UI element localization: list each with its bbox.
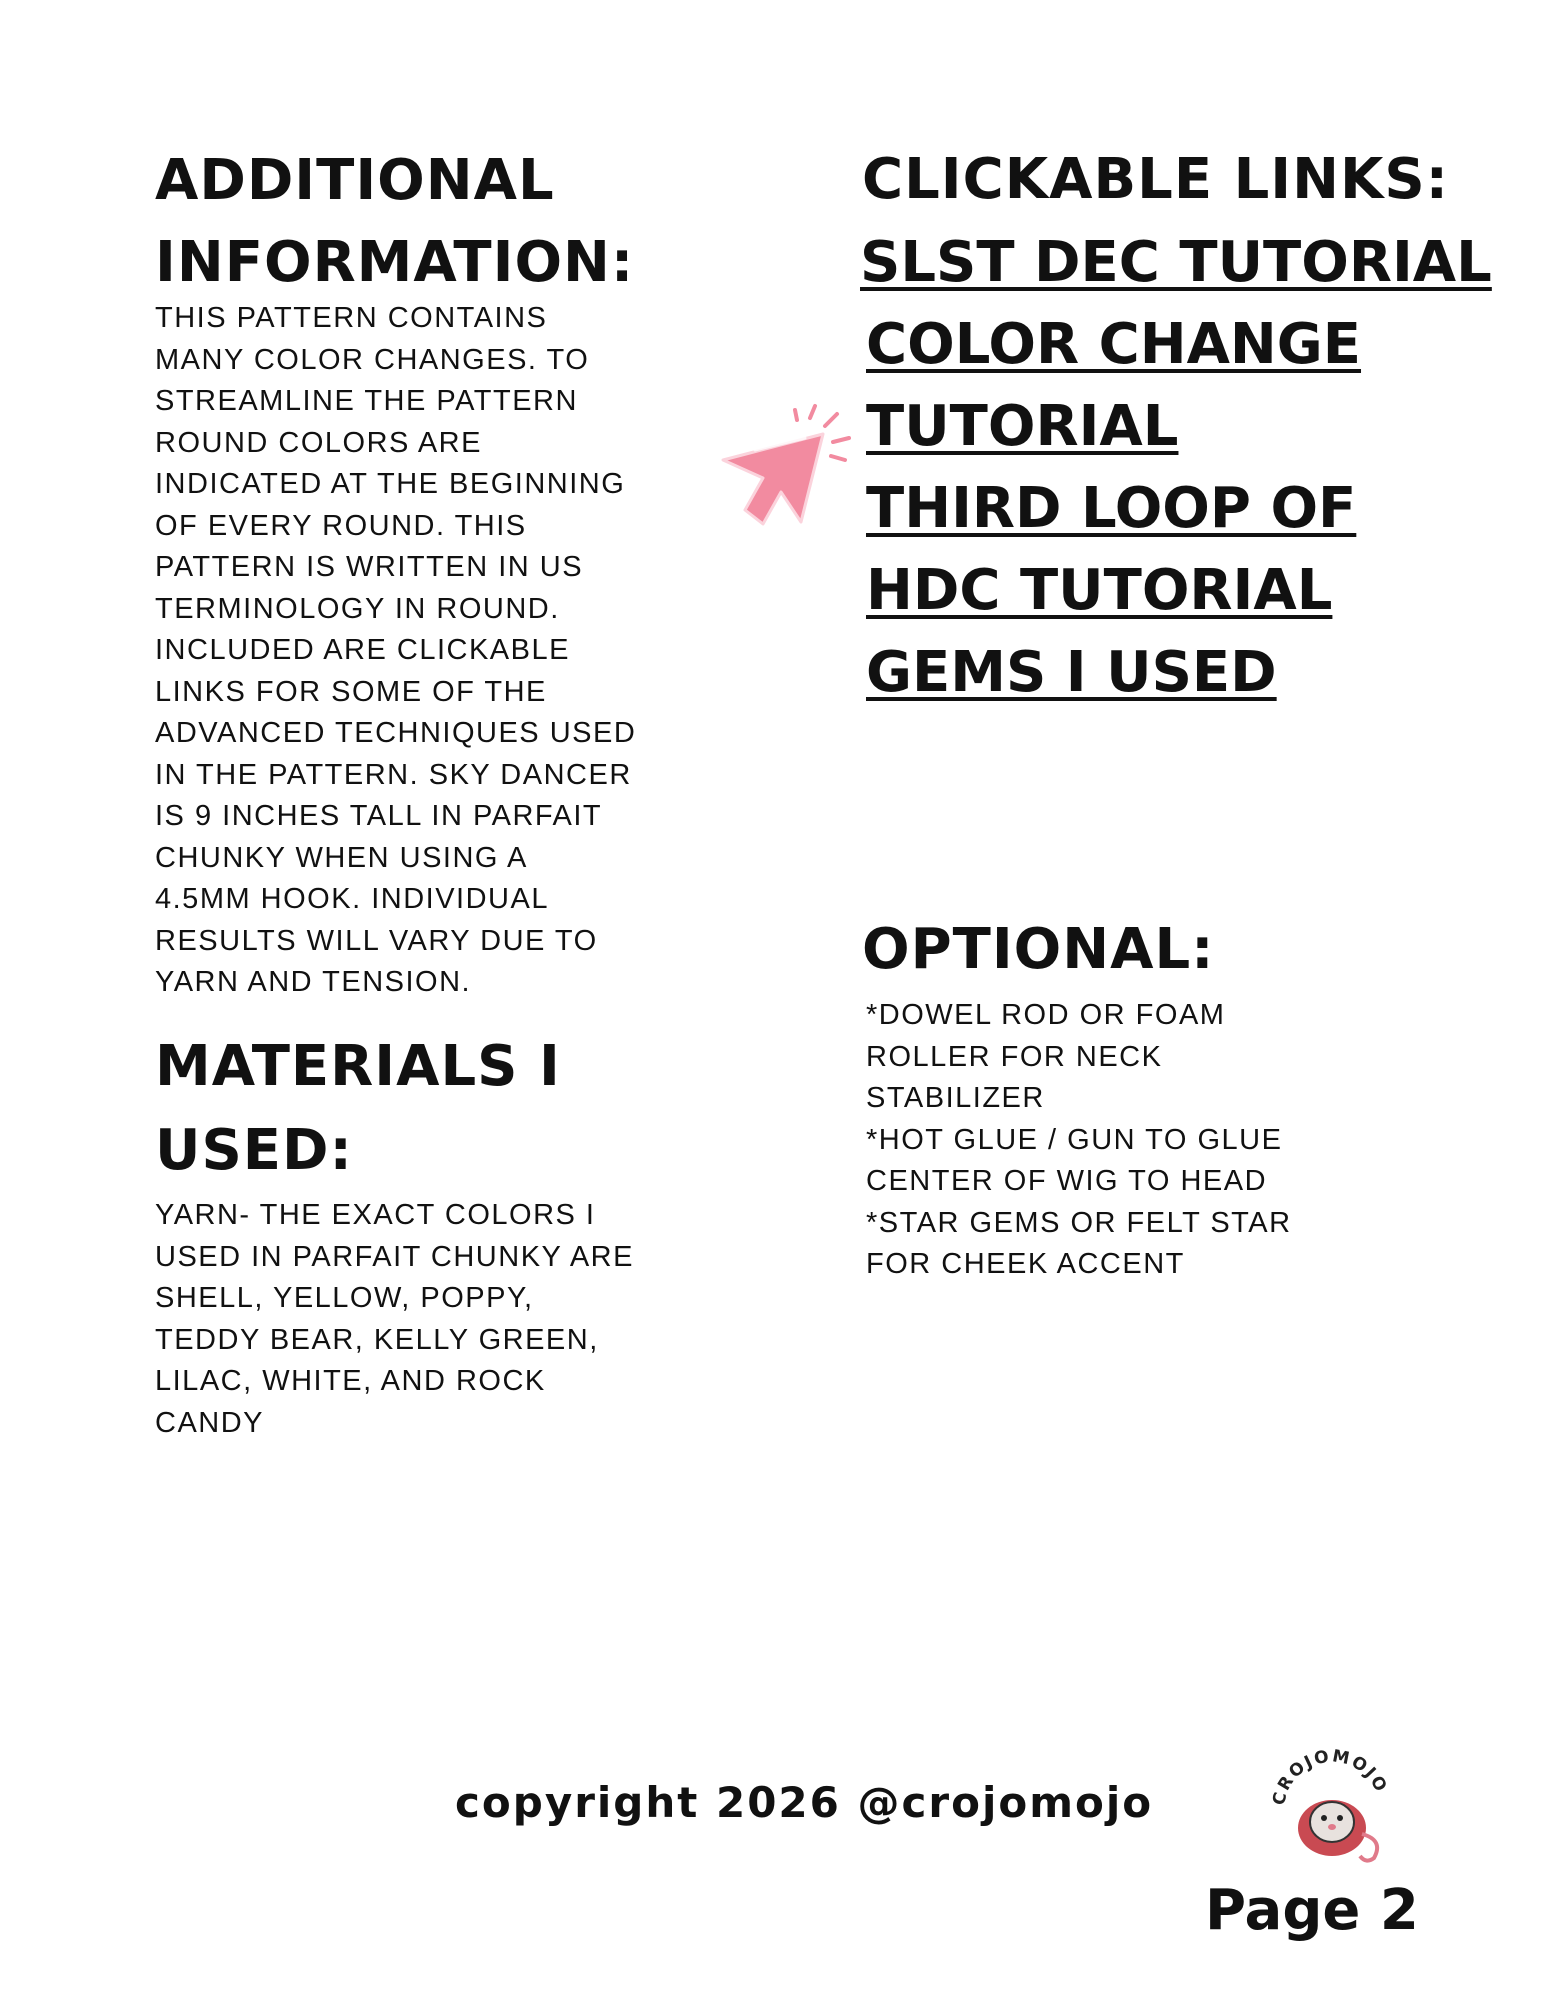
page-number: Page 2 [1205,1878,1419,1943]
materials-text: YARN- THE EXACT COLORS I USED IN PARFAIT CHUNKY ARE SHELL, YELLOW, POPPY, TEDDY BEAR, KELLY GREEN, LILAC, WHITE, AND ROCK CANDY [155,1199,634,1439]
link-color-change-tutorial[interactable]: TUTORIAL [866,394,1179,459]
materials-heading: MATERIALS I USED: [155,1034,561,1183]
link-slst-dec-tutorial[interactable]: SLST DEC TUTORIAL [860,230,1492,295]
opossum-logo [1262,1730,1402,1870]
svg-text:CROJOMOJO [1269,1746,1391,1807]
link-third-loop[interactable]: THIRD LOOP OF [866,476,1357,541]
optional-text: *DOWEL ROD OR FOAM ROLLER FOR NECK STABILIZER *HOT GLUE / GUN TO GLUE CENTER OF WIG TO HEAD *STAR GEMS OR FELT STAR FOR CHEEK ACCENT [866,999,1292,1280]
additional-info-text: THIS PATTERN CONTAINS MANY COLOR CHANGES. TO STREAMLINE THE PATTERN ROUND COLORS ARE INDICATED AT THE BEGINNING OF EVERY ROUND. THIS PATTERN IS WRITTEN IN US TERMINOLOGY IN ROUND. INCLUDED ARE CLICKABLE LINKS FOR SOME OF THE ADVANCED TECHNIQUES USED IN THE PATTERN. SKY DANCER IS 9 INCHES TALL IN PARFAIT CHUNKY WHEN USING A 4.5MM HOOK. INDIVIDUAL RESULTS WILL VARY DUE TO YARN AND TENSION. [155,302,637,998]
additional-info-heading: ADDITIONAL INFORMATION: [155,148,635,295]
logo-text: CROJOMOJO [1269,1746,1392,1808]
copyright-text: copyright 2026 @crojomojo [455,1778,1154,1827]
pink-cursor-click-icon [715,398,865,548]
link-hdc-tutorial[interactable]: HDC TUTORIAL [866,558,1333,623]
clickable-links-list [860,222,1492,714]
link-gems-i-used[interactable]: GEMS I USED [866,640,1277,705]
link-color-change[interactable]: COLOR CHANGE [866,312,1362,377]
optional-heading: OPTIONAL: [862,917,1215,982]
clickable-links-heading: CLICKABLE LINKS: [862,147,1450,212]
